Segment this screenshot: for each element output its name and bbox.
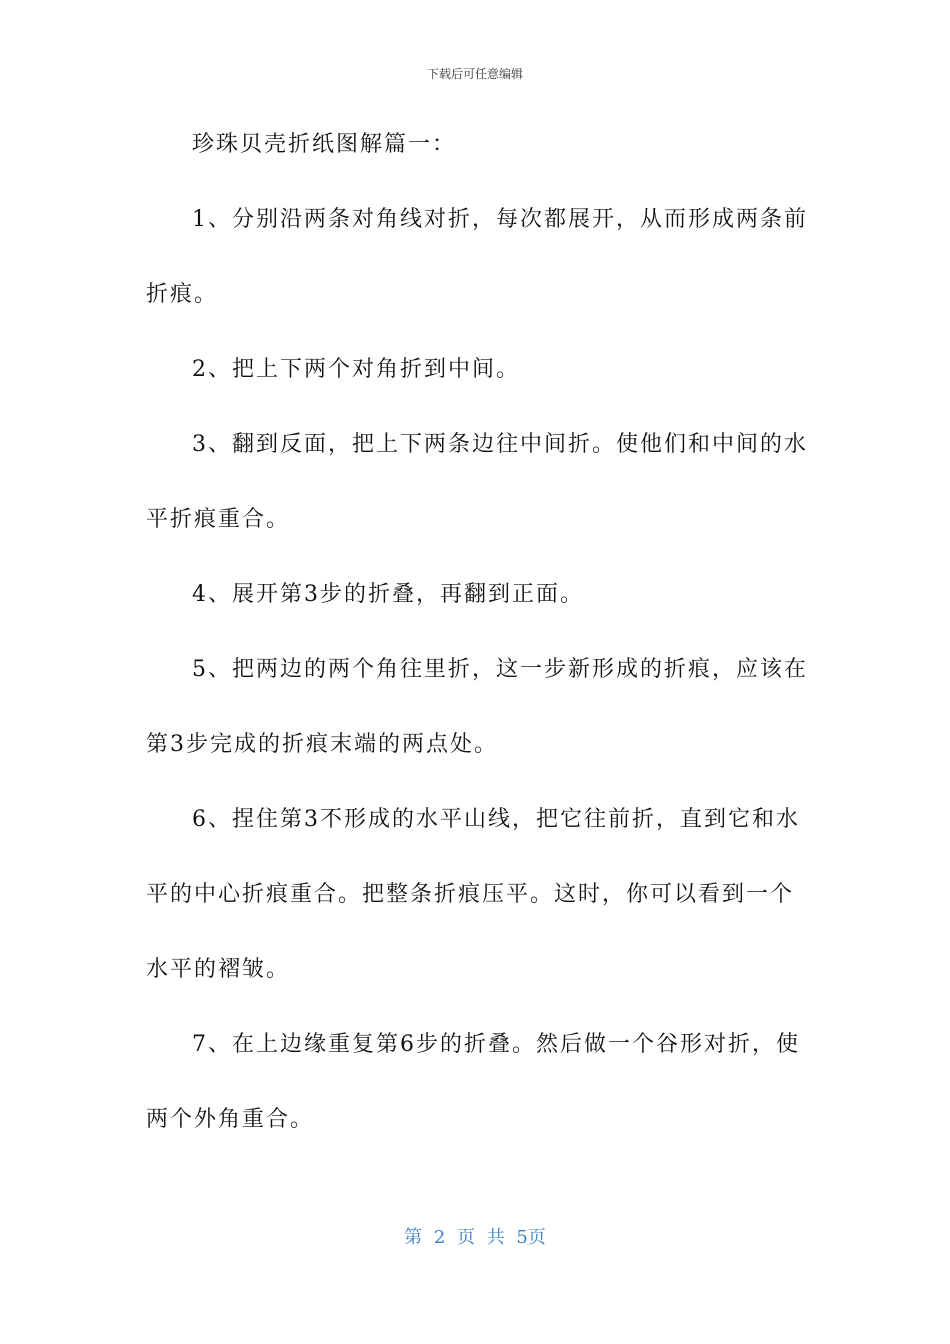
step-5-line-2: 第3步完成的折痕末端的两点处。 <box>146 732 498 757</box>
step-6-line-3: 水平的褶皱。 <box>146 957 291 982</box>
step-6-line-2: 平的中心折痕重合。把整条折痕压平。这时，你可以看到一个 <box>146 882 795 907</box>
step-6-line-1: 6、捏住第3不形成的水平山线，把它往前折，直到它和水 <box>192 807 800 832</box>
step-7-line-1: 7、在上边缘重复第6步的折叠。然后做一个谷形对折，使 <box>192 1032 800 1057</box>
document-body <box>146 120 806 1170</box>
page-number: 第 2 页 共 5页 <box>404 1227 546 1248</box>
section-title: 珍珠贝壳折纸图解篇一： <box>192 132 457 157</box>
step-1-line-2: 折痕。 <box>146 282 219 307</box>
step-3-line-1: 3、翻到反面，把上下两条边往中间折。使他们和中间的水 <box>192 432 808 457</box>
step-3-line-2: 平折痕重合。 <box>146 507 291 532</box>
page-header: 下载后可任意编辑 <box>426 67 523 81</box>
step-5-line-1: 5、把两边的两个角往里折，这一步新形成的折痕，应该在 <box>192 657 808 682</box>
step-4-line-1: 4、展开第3步的折叠，再翻到正面。 <box>192 582 584 607</box>
step-1-line-1: 1、分别沿两条对角线对折，每次都展开，从而形成两条前 <box>192 207 808 232</box>
step-7-line-2: 两个外角重合。 <box>146 1107 315 1132</box>
step-2-line-1: 2、把上下两个对角折到中间。 <box>192 357 520 382</box>
